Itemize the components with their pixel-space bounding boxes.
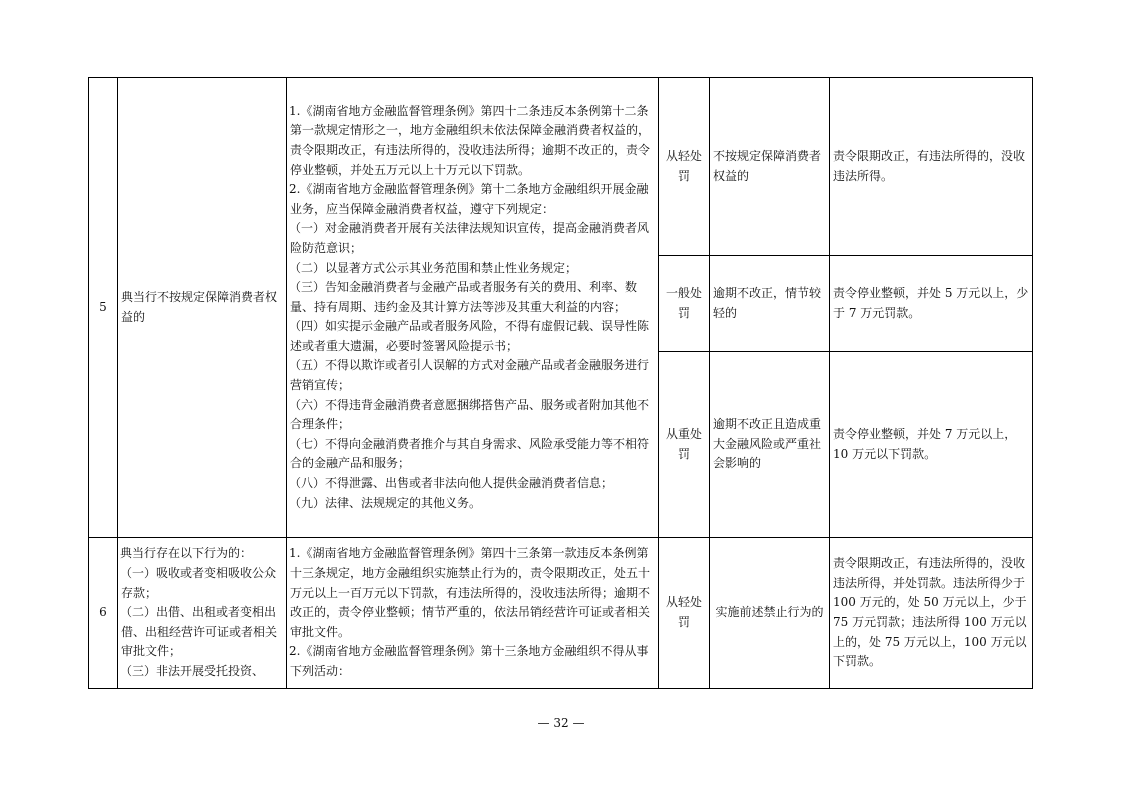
circumstance-cell: 逾期不改正且造成重大金融风险或严重社会影响的 [710,352,830,538]
penalty-level: 从轻处罚 [659,78,710,256]
table-row [89,538,1033,689]
violation-line: 典当行存在以下行为的： [120,546,253,561]
basis-paragraph: （七）不得向金融消费者推介与其自身需求、风险承受能力等不相符合的金融产品和服务； [289,436,650,471]
penalty-cell: 责令停业整顿，并处 7 万元以上，10 万元以下罚款。 [830,352,1033,538]
basis-paragraph: （六）不得违背金融消费者意愿捆绑搭售产品、服务或者附加其他不合理条件； [289,397,650,432]
basis-paragraph: 1.《湖南省地方金融监督管理条例》第四十二条违反本条例第十二条第一款规定情形之一，地方金融组织未依法保障金融消费者权益的，责令限期改正，有违法所得的，没收违法所得；逾期不改正的，责令停业整顿，并处五万元以上十万元以下罚款。 [289,103,651,177]
row-number: 6 [89,538,118,689]
penalty-table [88,77,1033,689]
basis-paragraph: （一）对金融消费者开展有关法律法规知识宣传，提高金融消费者风险防范意识； [289,221,650,255]
penalty-cell: 责令限期改正，有违法所得的，没收违法所得。 [830,78,1033,256]
basis-paragraph: （二）以显著方式公示其业务范围和禁止性业务规定； [289,260,578,275]
basis-paragraph: 2.《湖南省地方金融监督管理条例》第十二条地方金融组织开展金融业务，应当保障金融消费者权益，遵守下列规定： [289,182,649,216]
circumstance-cell: 不按规定保障消费者权益的 [710,78,830,256]
legal-basis-cell [287,78,659,538]
legal-basis-cell [287,538,659,689]
violation-cell: 典当行不按规定保障消费者权益的 [118,78,287,538]
penalty-cell: 责令限期改正，有违法所得的，没收违法所得，并处罚款。违法所得少于 100 万元的，处 50 万元以上，少于 75 万元罚款；违法所得 100 万元以上的，处 75 万元以上，100 万元以下罚款。 [830,538,1033,689]
violation-cell [118,538,287,689]
basis-paragraph: （九）法律、法规规定的其他义务。 [289,495,482,510]
basis-paragraph: 1.《湖南省地方金融监督管理条例》第四十三条第一款违反本条例第十三条规定，地方金融组织实施禁止行为的，责令限期改正，处五十万元以上一百万元以下罚款，有违法所得的，没收违法所得；逾期不改正的，责令停业整顿；情节严重的，依法吊销经营许可证或者相关审批文件。 [289,546,651,639]
penalty-level: 一般处罚 [659,256,710,352]
basis-paragraph: （三）告知金融消费者与金融产品或者服务有关的费用、利率、数量、持有周期、违约金及其计算方法等涉及其重大利益的内容； [289,280,638,314]
violation-line: （一）吸收或者变相吸收公众存款； [120,566,277,600]
table-row [89,78,1033,256]
circumstance-cell: 实施前述禁止行为的 [710,538,830,689]
violation-line: （三）非法开展受托投资、 [120,663,265,678]
penalty-level: 从轻处罚 [659,538,710,689]
row-number: 5 [89,78,118,538]
basis-paragraph: （四）如实提示金融产品或者服务风险，不得有虚假记载、误导性陈述或者重大遗漏，必要时签署风险提示书； [289,319,650,353]
circumstance-cell: 逾期不改正，情节较轻的 [710,256,830,352]
page-number: — 32 — [537,716,585,730]
penalty-level: 从重处罚 [659,352,710,538]
basis-paragraph: （五）不得以欺诈或者引人误解的方式对金融产品或者金融服务进行营销宣传； [289,358,650,393]
basis-paragraph: （八）不得泄露、出售或者非法向他人提供金融消费者信息； [289,476,614,491]
penalty-cell: 责令停业整顿，并处 5 万元以上，少于 7 万元罚款。 [830,256,1033,352]
basis-paragraph: 2.《湖南省地方金融监督管理条例》第十三条地方金融组织不得从事下列活动： [289,644,649,678]
violation-line: （二）出借、出租或者变相出借、出租经营许可证或者相关审批文件； [120,605,278,659]
